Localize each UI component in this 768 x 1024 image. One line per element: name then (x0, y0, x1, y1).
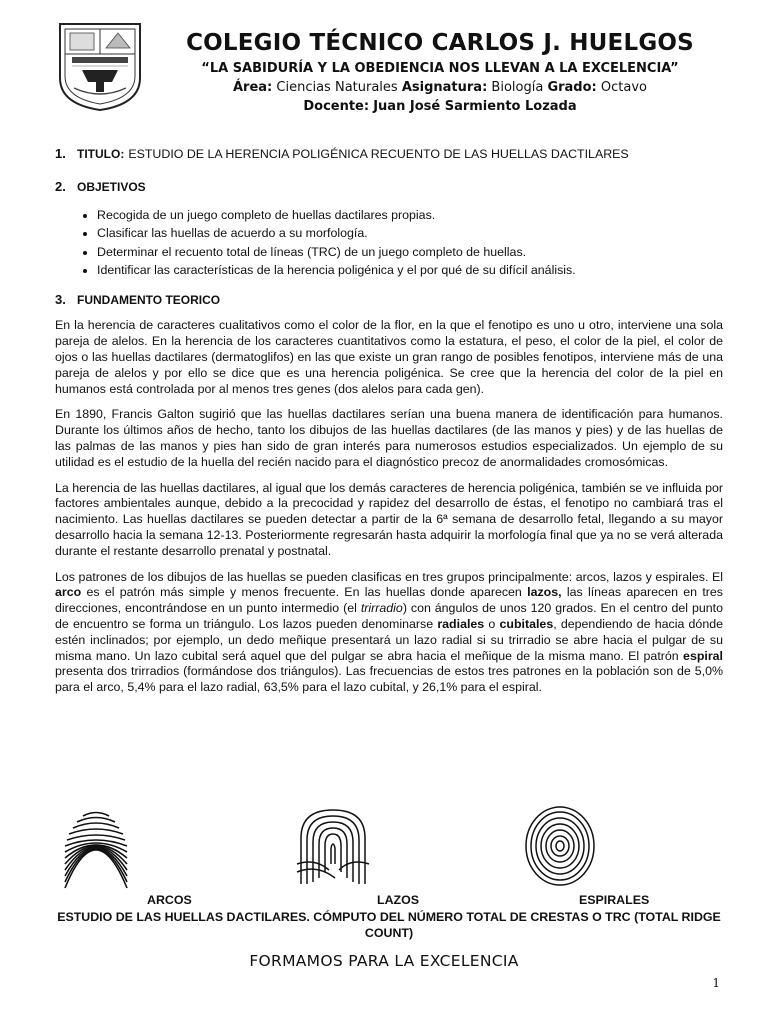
text-run: ) con ángulos de unos 120 grados. En el centro del punto de encuentro se forma un triángulo. Los lazos pueden denominarse (55, 601, 723, 631)
section-theory (55, 292, 723, 309)
document-body (55, 146, 723, 706)
arch-fingerprint-image (63, 804, 129, 892)
bold-term: arco (55, 585, 82, 600)
teacher-label: Docente: (303, 99, 370, 114)
area-value: Ciencias Naturales (276, 80, 398, 95)
course-info (160, 78, 720, 97)
subject-value: Biología (491, 80, 544, 95)
caption-arcos: ARCOS (147, 893, 192, 907)
grade-value: Octavo (600, 80, 647, 95)
subject-label: Asignatura: (401, 80, 488, 95)
school-name: COLEGIO TÉCNICO CARLOS J. HUELGOS (186, 30, 694, 56)
school-crest-logo (52, 18, 148, 114)
section-number: 2. (55, 178, 66, 194)
text-run: presenta dos trirradios (formándose dos triángulos). Las frecuencias de estos tres patrones en la población son de 5,0% para el arco, 5,4% para el lazo radial, 63,5% para el lazo cubital, y 26,1% para el espiral. (55, 664, 723, 695)
whorl-fingerprint-image (523, 804, 597, 888)
list-item: • Identificar las características de la herencia poligénica y el por qué de su difícil análisis. (97, 261, 723, 280)
bold-term: lazos, (527, 585, 562, 600)
list-item: • Recogida de un juego completo de huellas dactilares propias. (97, 206, 723, 225)
teacher-value: Juan José Sarmiento Lozada (373, 99, 577, 114)
area-label: Área: (233, 80, 273, 95)
section-label: OBJETIVOS (77, 179, 146, 194)
study-title: ESTUDIO DE LAS HUELLAS DACTILARES. CÓMPUTO DEL NÚMERO TOTAL DE CRESTAS O TRC (TOTAL RIDGE COUNT) (57, 910, 721, 940)
teacher-info (160, 97, 720, 116)
text-run: , dependiendo de hacia dónde estén inclinados; por ejemplo, un dedo meñique presentará un lazo radial si su trirradio se abre hacia el pulgar de su misma mano. Un lazo cubital será aquel que del pulgar se abra hacia el meñique de la misma mano. El patrón (55, 616, 724, 663)
objectives-list (55, 206, 723, 280)
bold-term: espiral (683, 648, 723, 663)
paragraph: La herencia de las huellas dactilares, al igual que los demás caracteres de herencia poligénica, también se ve influida por factores ambientales aunque, debido a la precocidad y rapidez del desarrollo de éstas, el fenotipo no cambiará tras el nacimiento. Las huellas dactilares se pueden detectar a partir de la 6ª semana de desarrollo fetal, llegando a su mayor desarrollo hacia la semana 12-13. Posteriormente regresarán hasta adquirir la morfología final que ya no se verá alterada durante el restante desarrollo prenatal y postnatal. (55, 480, 723, 558)
paragraph: En 1890, Francis Galton sugirió que las huellas dactilares serían una buena manera de identificación para humanos. Durante los últimos años de hecho, tanto los dibujos de las huellas dactilares (de las manos y pies) y de las huellas de las palmas de las manos y pies han sido de gran interés para numerosos estudios especializados. Un ejemplo de su utilidad es el estudio de la huella del recién nacido para el diagnóstico precoz de anormalidades cromosómicas. (55, 407, 723, 469)
figure-captions (55, 893, 723, 909)
text-run: las líneas aparecen en tres direcciones, encontrándose en un punto intermedio (el (55, 585, 723, 616)
section-label: TITULO: (77, 147, 125, 161)
footer-slogan: FORMAMOS PARA LA EXCELENCIA (249, 952, 519, 970)
loop-fingerprint-image (295, 804, 371, 888)
section-number: 3. (55, 291, 66, 307)
school-motto: “LA SABIDURÍA Y LA OBEDIENCIA NOS LLEVAN A LA EXCELENCIA” (201, 61, 679, 76)
document-header (160, 28, 720, 116)
paragraph: En la herencia de caracteres cualitativos como el color de la flor, en la que el fenotipo es uno u otro, interviene una sola pareja de alelos. En la herencia de los caracteres cuantitativos como la estatura, el peso, el color de la piel, el color de ojos o las huellas dactilares (dermatoglifos) en las que existe un gran rango de posibles fenotipos, interviene más de una pareja de alelos y por ello se dice que es una herencia poligénica. Se cree que la herencia del color de la piel en humanos está controlada por al menos tres genes (dos alelos para cada gen). (55, 318, 723, 396)
italic-term: trirradio (360, 601, 403, 616)
paragraph (55, 570, 723, 696)
grade-label: Grado: (547, 80, 597, 95)
bold-term: radiales (437, 616, 485, 631)
list-item: • Determinar el recuento total de líneas (TRC) de un juego completo de huellas. (97, 243, 723, 262)
section-objectives (55, 179, 723, 196)
section-number: 1. (55, 146, 66, 161)
section-title (55, 146, 723, 163)
text-run: Los patrones de los dibujos de las huellas se pueden clasificas en tres grupos principalmente: arcos, lazos y espirales. El (55, 569, 723, 584)
list-item: • Clasificar las huellas de acuerdo a su morfología. (97, 224, 723, 243)
text-run: o (484, 616, 500, 631)
section-label: FUNDAMENTO TEORICO (77, 292, 221, 307)
caption-lazos: LAZOS (377, 893, 419, 907)
fingerprint-figures (55, 800, 723, 895)
text-run: es el patrón más simple y menos frecuente. En las huellas donde aparecen (81, 585, 528, 600)
section-title-text: ESTUDIO DE LA HERENCIA POLIGÉNICA RECUENTO DE LAS HUELLAS DACTILARES (128, 147, 629, 161)
bold-term: cubitales (499, 616, 554, 631)
caption-espirales: ESPIRALES (579, 893, 650, 907)
page-number: 1 (712, 976, 720, 990)
